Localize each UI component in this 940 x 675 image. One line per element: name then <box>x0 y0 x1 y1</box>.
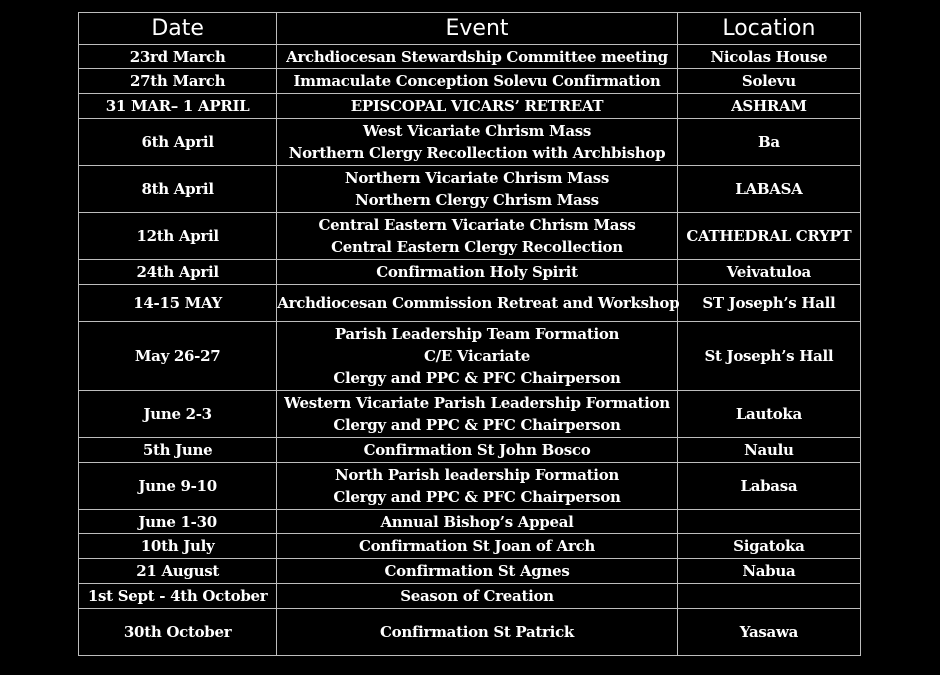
table-row <box>79 609 861 656</box>
event-line: Confirmation St Joan of Arch <box>358 537 596 555</box>
table-row <box>79 213 861 260</box>
table-row <box>79 45 861 69</box>
table-row <box>79 463 861 510</box>
event-date: 10th July <box>79 534 277 559</box>
event-line: Central Eastern Clergy Recollection <box>331 238 623 256</box>
event-location: Nicolas House <box>677 45 860 69</box>
event-line: Northern Vicariate Chrism Mass <box>344 169 610 187</box>
header-date: Date <box>79 13 277 45</box>
event-line: Archdiocesan Commission Retreat and Workshop <box>277 294 680 312</box>
event-date: 30th October <box>79 609 277 656</box>
event-location: ASHRAM <box>677 94 860 119</box>
event-name <box>277 438 678 463</box>
event-line: Central Eastern Vicariate Chrism Mass <box>318 216 636 234</box>
table-body <box>79 45 861 656</box>
event-line: Clergy and PPC & PFC Chairperson <box>333 488 621 506</box>
table-row <box>79 69 861 94</box>
event-line: Western Vicariate Parish Leadership Formation <box>284 394 670 412</box>
table-row <box>79 510 861 534</box>
event-line: EPISCOPAL VICARS’ RETREAT <box>350 97 604 115</box>
header-event: Event <box>277 13 678 45</box>
event-line: Annual Bishop’s Appeal <box>380 512 574 531</box>
event-line: Clergy and PPC & PFC Chairperson <box>333 416 621 434</box>
event-name <box>277 322 678 391</box>
event-location: Ba <box>677 119 860 166</box>
event-date: 8th April <box>79 166 277 213</box>
event-date: 1st Sept - 4th October <box>79 584 277 609</box>
event-location: Solevu <box>677 69 860 94</box>
event-date: 23rd March <box>79 45 277 69</box>
event-name <box>277 391 678 438</box>
event-location: St Joseph’s Hall <box>677 322 860 391</box>
header-row <box>79 13 861 45</box>
event-location: Veivatuloa <box>677 260 860 285</box>
event-date: 14-15 MAY <box>79 285 277 322</box>
table-row <box>79 94 861 119</box>
event-name <box>277 559 678 584</box>
event-line: Archdiocesan Stewardship Committee meeting <box>286 47 668 66</box>
event-name <box>277 260 678 285</box>
event-date: May 26-27 <box>79 322 277 391</box>
event-location: ST Joseph’s Hall <box>677 285 860 322</box>
event-name <box>277 94 678 119</box>
event-date: 5th June <box>79 438 277 463</box>
event-date: 12th April <box>79 213 277 260</box>
event-line: Confirmation St Agnes <box>384 562 570 580</box>
event-date: June 1-30 <box>79 510 277 534</box>
event-name <box>277 69 678 94</box>
event-date: 27th March <box>79 69 277 94</box>
event-date: 21 August <box>79 559 277 584</box>
table-row <box>79 584 861 609</box>
event-line: Confirmation St John Bosco <box>363 441 591 459</box>
event-line: Confirmation St Patrick <box>380 623 574 641</box>
events-table <box>78 12 861 656</box>
event-line: Confirmation Holy Spirit <box>376 263 578 281</box>
event-name <box>277 463 678 510</box>
event-line: Northern Clergy Chrism Mass <box>355 191 599 209</box>
event-date: 31 MAR– 1 APRIL <box>79 94 277 119</box>
table-row <box>79 391 861 438</box>
event-name <box>277 534 678 559</box>
table-row <box>79 285 861 322</box>
event-location: Labasa <box>677 463 860 510</box>
table-row <box>79 559 861 584</box>
event-line: Immaculate Conception Solevu Confirmation <box>293 72 661 90</box>
event-date: June 9-10 <box>79 463 277 510</box>
event-name <box>277 166 678 213</box>
event-location: Naulu <box>677 438 860 463</box>
event-location: Yasawa <box>677 609 860 656</box>
event-date: 24th April <box>79 260 277 285</box>
event-location <box>677 584 860 609</box>
event-line: Season of Creation <box>400 587 554 605</box>
table-row <box>79 166 861 213</box>
table-row <box>79 119 861 166</box>
event-name <box>277 213 678 260</box>
table-row <box>79 260 861 285</box>
header-location: Location <box>677 13 860 45</box>
event-name <box>277 119 678 166</box>
event-line: C/E Vicariate <box>424 347 530 365</box>
event-line: North Parish leadership Formation <box>334 466 620 484</box>
event-name <box>277 609 678 656</box>
event-date: 6th April <box>79 119 277 166</box>
table-row <box>79 322 861 391</box>
event-name <box>277 584 678 609</box>
event-name <box>277 510 678 534</box>
event-date: June 2-3 <box>79 391 277 438</box>
event-line: West Vicariate Chrism Mass <box>362 122 592 140</box>
event-location <box>677 510 860 534</box>
event-name <box>277 45 678 69</box>
event-line: Clergy and PPC & PFC Chairperson <box>333 369 621 387</box>
event-location: CATHEDRAL CRYPT <box>677 213 860 260</box>
event-line: Northern Clergy Recollection with Archbishop <box>288 144 666 162</box>
table-row <box>79 438 861 463</box>
event-name <box>277 285 678 322</box>
event-location: Lautoka <box>677 391 860 438</box>
event-location: LABASA <box>677 166 860 213</box>
event-location: Sigatoka <box>677 534 860 559</box>
event-line: Parish Leadership Team Formation <box>334 325 620 343</box>
event-location: Nabua <box>677 559 860 584</box>
table-row <box>79 534 861 559</box>
